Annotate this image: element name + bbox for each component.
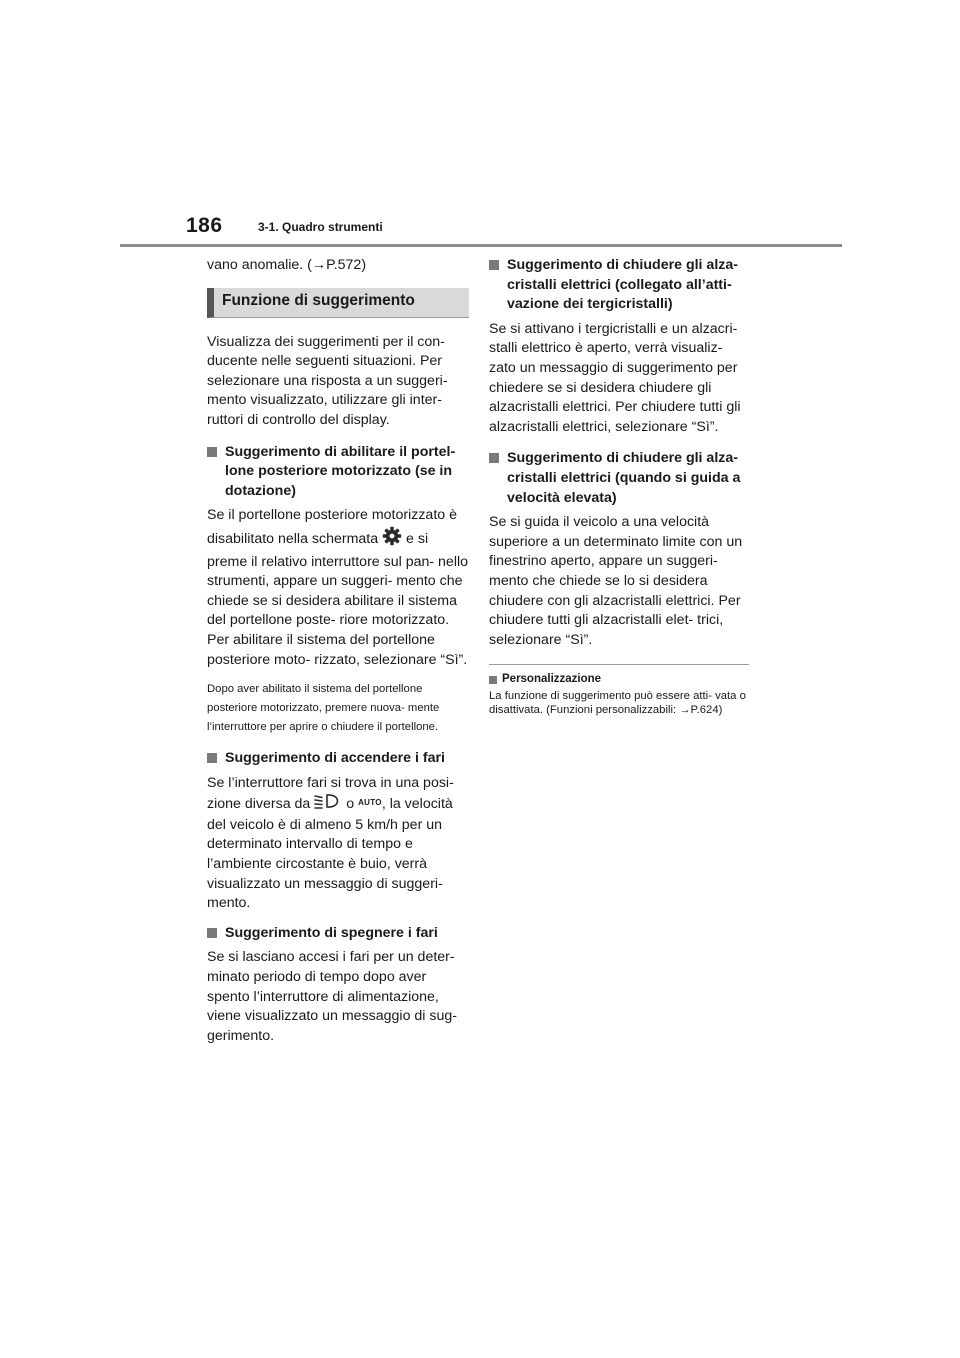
right-column	[489, 256, 751, 717]
note-paragraph: La funzione di suggerimento può essere atti- vata o disattivata. (Funzioni personalizzabili: →P.624)	[489, 690, 746, 717]
auto-light-icon: AUTO	[358, 798, 382, 808]
box-paragraph: Visualizza dei suggerimenti per il con- ducente nelle seguenti situazioni. Per selezionare una risposta a un suggeri- mento visualizzato, utilizzare gli inter- ruttori di controllo del display.	[207, 333, 448, 428]
page-number: 186	[186, 214, 223, 237]
windows-speed-paragraph: Se si guida il veicolo a una velocità superiore a un determinato limite con un finestrino aperto, appare un suggeri- mento che chiede se lo si desidera chiudere con gli alzacristalli elettrici. Per chiudere tutti gli alzacristalli elet- trici, selezionare “Sì”.	[489, 514, 743, 648]
note-divider	[489, 664, 749, 665]
gear-settings-icon	[382, 526, 402, 553]
section-title: 3-1. Quadro strumenti	[258, 220, 383, 234]
windows-wipers-paragraph: Se si attivano i tergicristalli e un alzacri- stalli elettrico è aperto, verrà visualiz- zato un messaggio di suggerimento per chiedere se si desidera chiudere gli alzacristalli elettrici. Per chiudere tutti gli alzacristalli elettrici, selezionare “Sì”.	[489, 320, 741, 435]
note-heading: Personalizzazione	[489, 673, 751, 685]
square-bullet-icon	[489, 676, 497, 684]
power-tailgate-paragraph: Se il portellone posteriore motorizzato è disabilitato nella schermata e si preme il relativo interruttore sul pan- nello strumenti, appare un suggeri- mento che chiede se si desidera abilitare il sistema del portellone poste- riore motorizzato. Per abilitare il sistema del portellone posteriore moto- rizzato, selezionare “Sì”.	[207, 507, 469, 668]
square-bullet-icon	[207, 928, 217, 938]
square-bullet-icon	[207, 753, 217, 763]
subheading-lights-off: Suggerimento di spegnere i fari	[207, 924, 469, 944]
subheading-windows-wipers: Suggerimento di chiudere gli alza- cristalli elettrici (collegato all’atti- vazione dei tergicristalli)	[489, 256, 751, 315]
subheading-lights-on: Suggerimento di accendere i fari	[207, 749, 469, 769]
lights-on-paragraph: Se l’interruttore fari si trova in una posi- zione diversa da o AUTO, la velocità del veicolo è di almeno 5 km/h per un determinato intervallo di tempo e l’ambiente circostante è buio, verrà visualizzato un messaggio di suggeri- mento.	[207, 774, 454, 912]
square-bullet-icon	[489, 260, 499, 270]
header-divider	[120, 244, 842, 247]
lights-off-paragraph: Se si lasciano accesi i fari per un deter- minato periodo di tempo dopo aver spento l’interruttore di alimentazione, viene visualizzato un messaggio di sug- gerimento.	[207, 949, 457, 1044]
left-column	[207, 256, 469, 1058]
subheading-windows-speed: Suggerimento di chiudere gli alza- cristalli elettrici (quando si guida a velocità elevata)	[489, 449, 751, 508]
square-bullet-icon	[489, 453, 499, 463]
square-bullet-icon	[207, 447, 217, 457]
section-box-heading: Funzione di suggerimento	[207, 288, 469, 318]
power-tailgate-note: Dopo aver abilitato il sistema del portellone posteriore motorizzato, premere nuova- mente l’interruttore per aprire o chiudere il portellone.	[207, 683, 440, 734]
intro-text: vano anomalie. (→P.572)	[207, 257, 367, 273]
low-beam-headlight-icon	[314, 793, 342, 816]
subheading-power-tailgate: Suggerimento di abilitare il portel- lone posteriore motorizzato (se in dotazione)	[207, 443, 469, 502]
